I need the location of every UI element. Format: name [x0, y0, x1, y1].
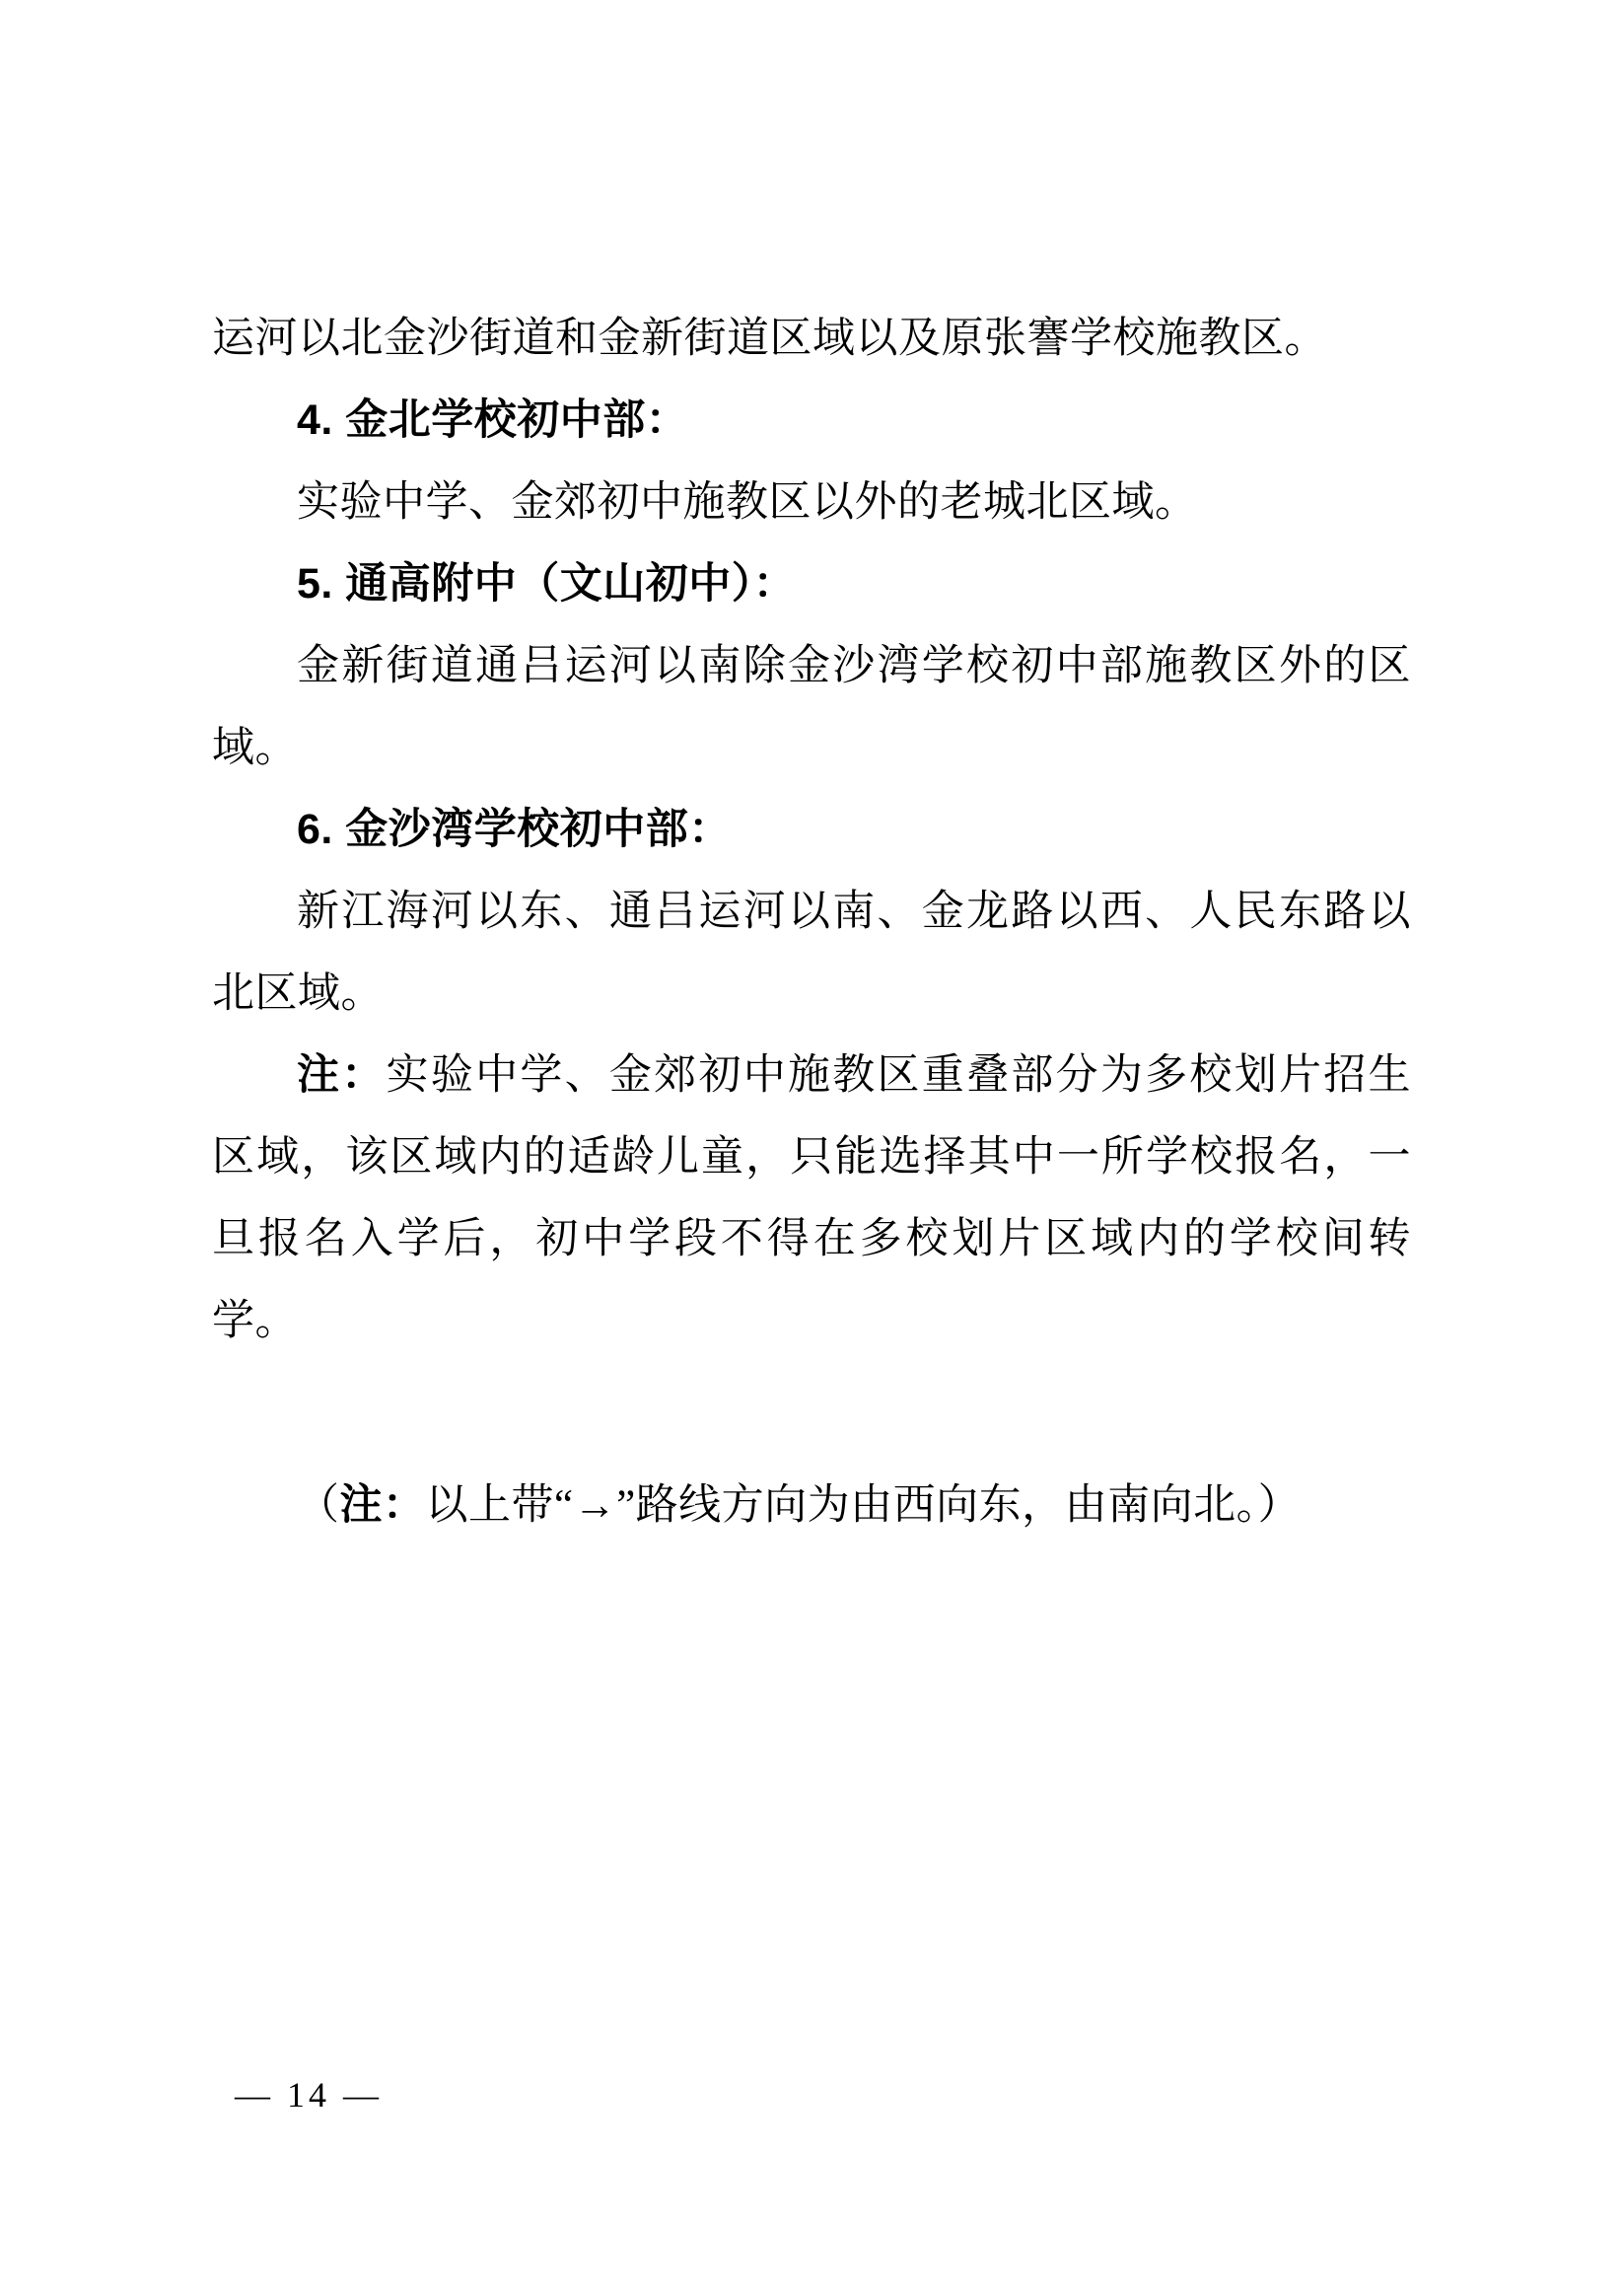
paragraph-district-5 — [212, 625, 1411, 789]
paragraph-note-multi-school — [212, 1035, 1411, 1362]
text-segment-bold: 6. 金沙湾学校初中部： — [297, 806, 732, 853]
text-segment: 金新街道通吕运河以南除金沙湾学校初中部施教区外的区域。 — [212, 643, 1411, 771]
text-segment: 运河以北金沙街道和金新街道区域以及原张謇学校施教区。 — [212, 316, 1327, 362]
text-segment: 实验中学、金郊初中施教区重叠部分为多校划片招生区域，该区域内的适龄儿童，只能选择其中一所学校报名，一旦报名入学后，初中学段不得在多校划片区域内的学校间转学。 — [212, 1052, 1412, 1344]
text-segment-bold: 5. 通高附中（文山初中）： — [297, 560, 797, 608]
document-body — [212, 298, 1411, 1546]
text-segment: （ — [297, 1482, 340, 1529]
paragraph-district-6 — [212, 871, 1411, 1035]
paragraph-heading-4 — [212, 380, 1411, 462]
page-number: — 14 — — [235, 2075, 383, 2115]
text-segment: 实验中学、金郊初中施教区以外的老城北区域。 — [297, 479, 1198, 526]
text-segment-bold: 4. 金北学校初中部： — [297, 396, 689, 444]
paragraph-heading-5 — [212, 543, 1411, 625]
paragraph-district-4 — [212, 462, 1411, 543]
text-segment: 以上带“→”路线方向为由西向东，由南向北。） — [425, 1482, 1302, 1529]
text-segment-bold: 注： — [297, 1052, 387, 1099]
paragraph-heading-6 — [212, 789, 1411, 871]
text-segment-bold: 注： — [339, 1482, 426, 1529]
text-segment: 新江海河以东、通吕运河以南、金龙路以西、人民东路以北区域。 — [212, 889, 1411, 1017]
paragraph-note-direction — [212, 1465, 1411, 1546]
paragraph-carryover-line — [212, 298, 1411, 380]
